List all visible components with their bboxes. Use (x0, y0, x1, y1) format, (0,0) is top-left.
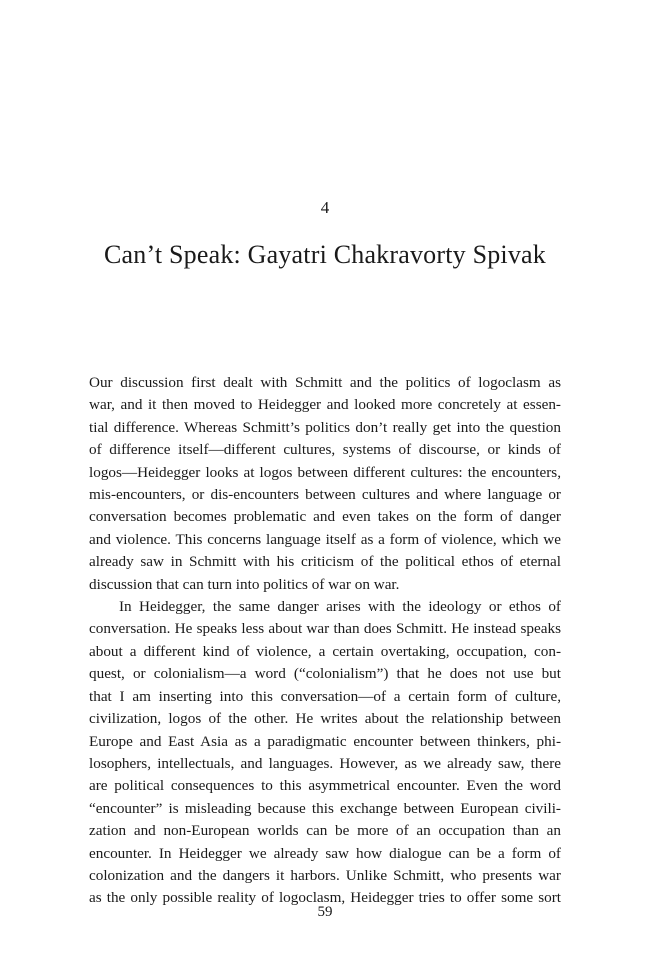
page-number: 59 (317, 904, 333, 920)
text-line: about a different kind of violence, a certain overtaking, occupation, con- (89, 642, 561, 660)
text-line: are political consequences to this asymmetrical encounter. Even the word (89, 777, 561, 795)
text-line: war, and it then moved to Heidegger and looked more concretely at essen- (89, 396, 561, 414)
text-line: as the only possible reality of logoclasm, Heidegger tries to offer some sort (89, 889, 561, 907)
text-line: and violence. This concerns language itself as a form of violence, which we (89, 530, 561, 548)
text-line: colonization and the dangers it harbors. Unlike Schmitt, who presents war (89, 866, 561, 884)
text-line: zation and non-European worlds can be more of an occupation than an (89, 822, 561, 840)
body-text (89, 372, 561, 910)
text-line: that I am inserting into this conversation—of a certain form of culture, (89, 687, 561, 705)
text-line: already saw in Schmitt with his criticism of the political ethos of eternal (89, 553, 561, 571)
text-line: encounter. In Heidegger we already saw how dialogue can be a form of (89, 844, 561, 862)
text-line: logos—Heidegger looks at logos between different cultures: the encounters, (89, 463, 561, 481)
text-line: conversation. He speaks less about war than does Schmitt. He instead speaks (89, 620, 561, 638)
text-line: mis-encounters, or dis-encounters between cultures and where language or (89, 486, 561, 504)
text-line: conversation becomes problematic and even takes on the form of danger (89, 508, 561, 526)
text-line: In Heidegger, the same danger arises with the ideology or ethos of (119, 598, 561, 616)
text-line: discussion that can turn into politics of war on war. (89, 575, 400, 593)
text-line: “encounter” is misleading because this exchange between European civili- (89, 799, 561, 817)
paragraph-2 (89, 596, 561, 910)
text-line: quest, or colonialism—a word (“colonialism”) that he does not use but (89, 665, 561, 683)
text-line: Europe and East Asia as a paradigmatic encounter between thinkers, phi- (89, 732, 561, 750)
text-line: civilization, logos of the other. He writes about the relationship between (89, 710, 561, 728)
paragraph-1 (89, 372, 561, 596)
chapter-number: 4 (320, 198, 330, 217)
chapter-title: Can’t Speak: Gayatri Chakravorty Spivak (103, 240, 546, 269)
text-line: Our discussion first dealt with Schmitt and the politics of logoclasm as (89, 374, 561, 391)
text-line: losophers, intellectuals, and languages. However, as we already saw, there (89, 754, 561, 772)
text-line: tial difference. Whereas Schmitt’s politics don’t really get into the question (89, 418, 561, 436)
text-line: of difference itself—different cultures, systems of discourse, or kinds of (89, 441, 561, 459)
